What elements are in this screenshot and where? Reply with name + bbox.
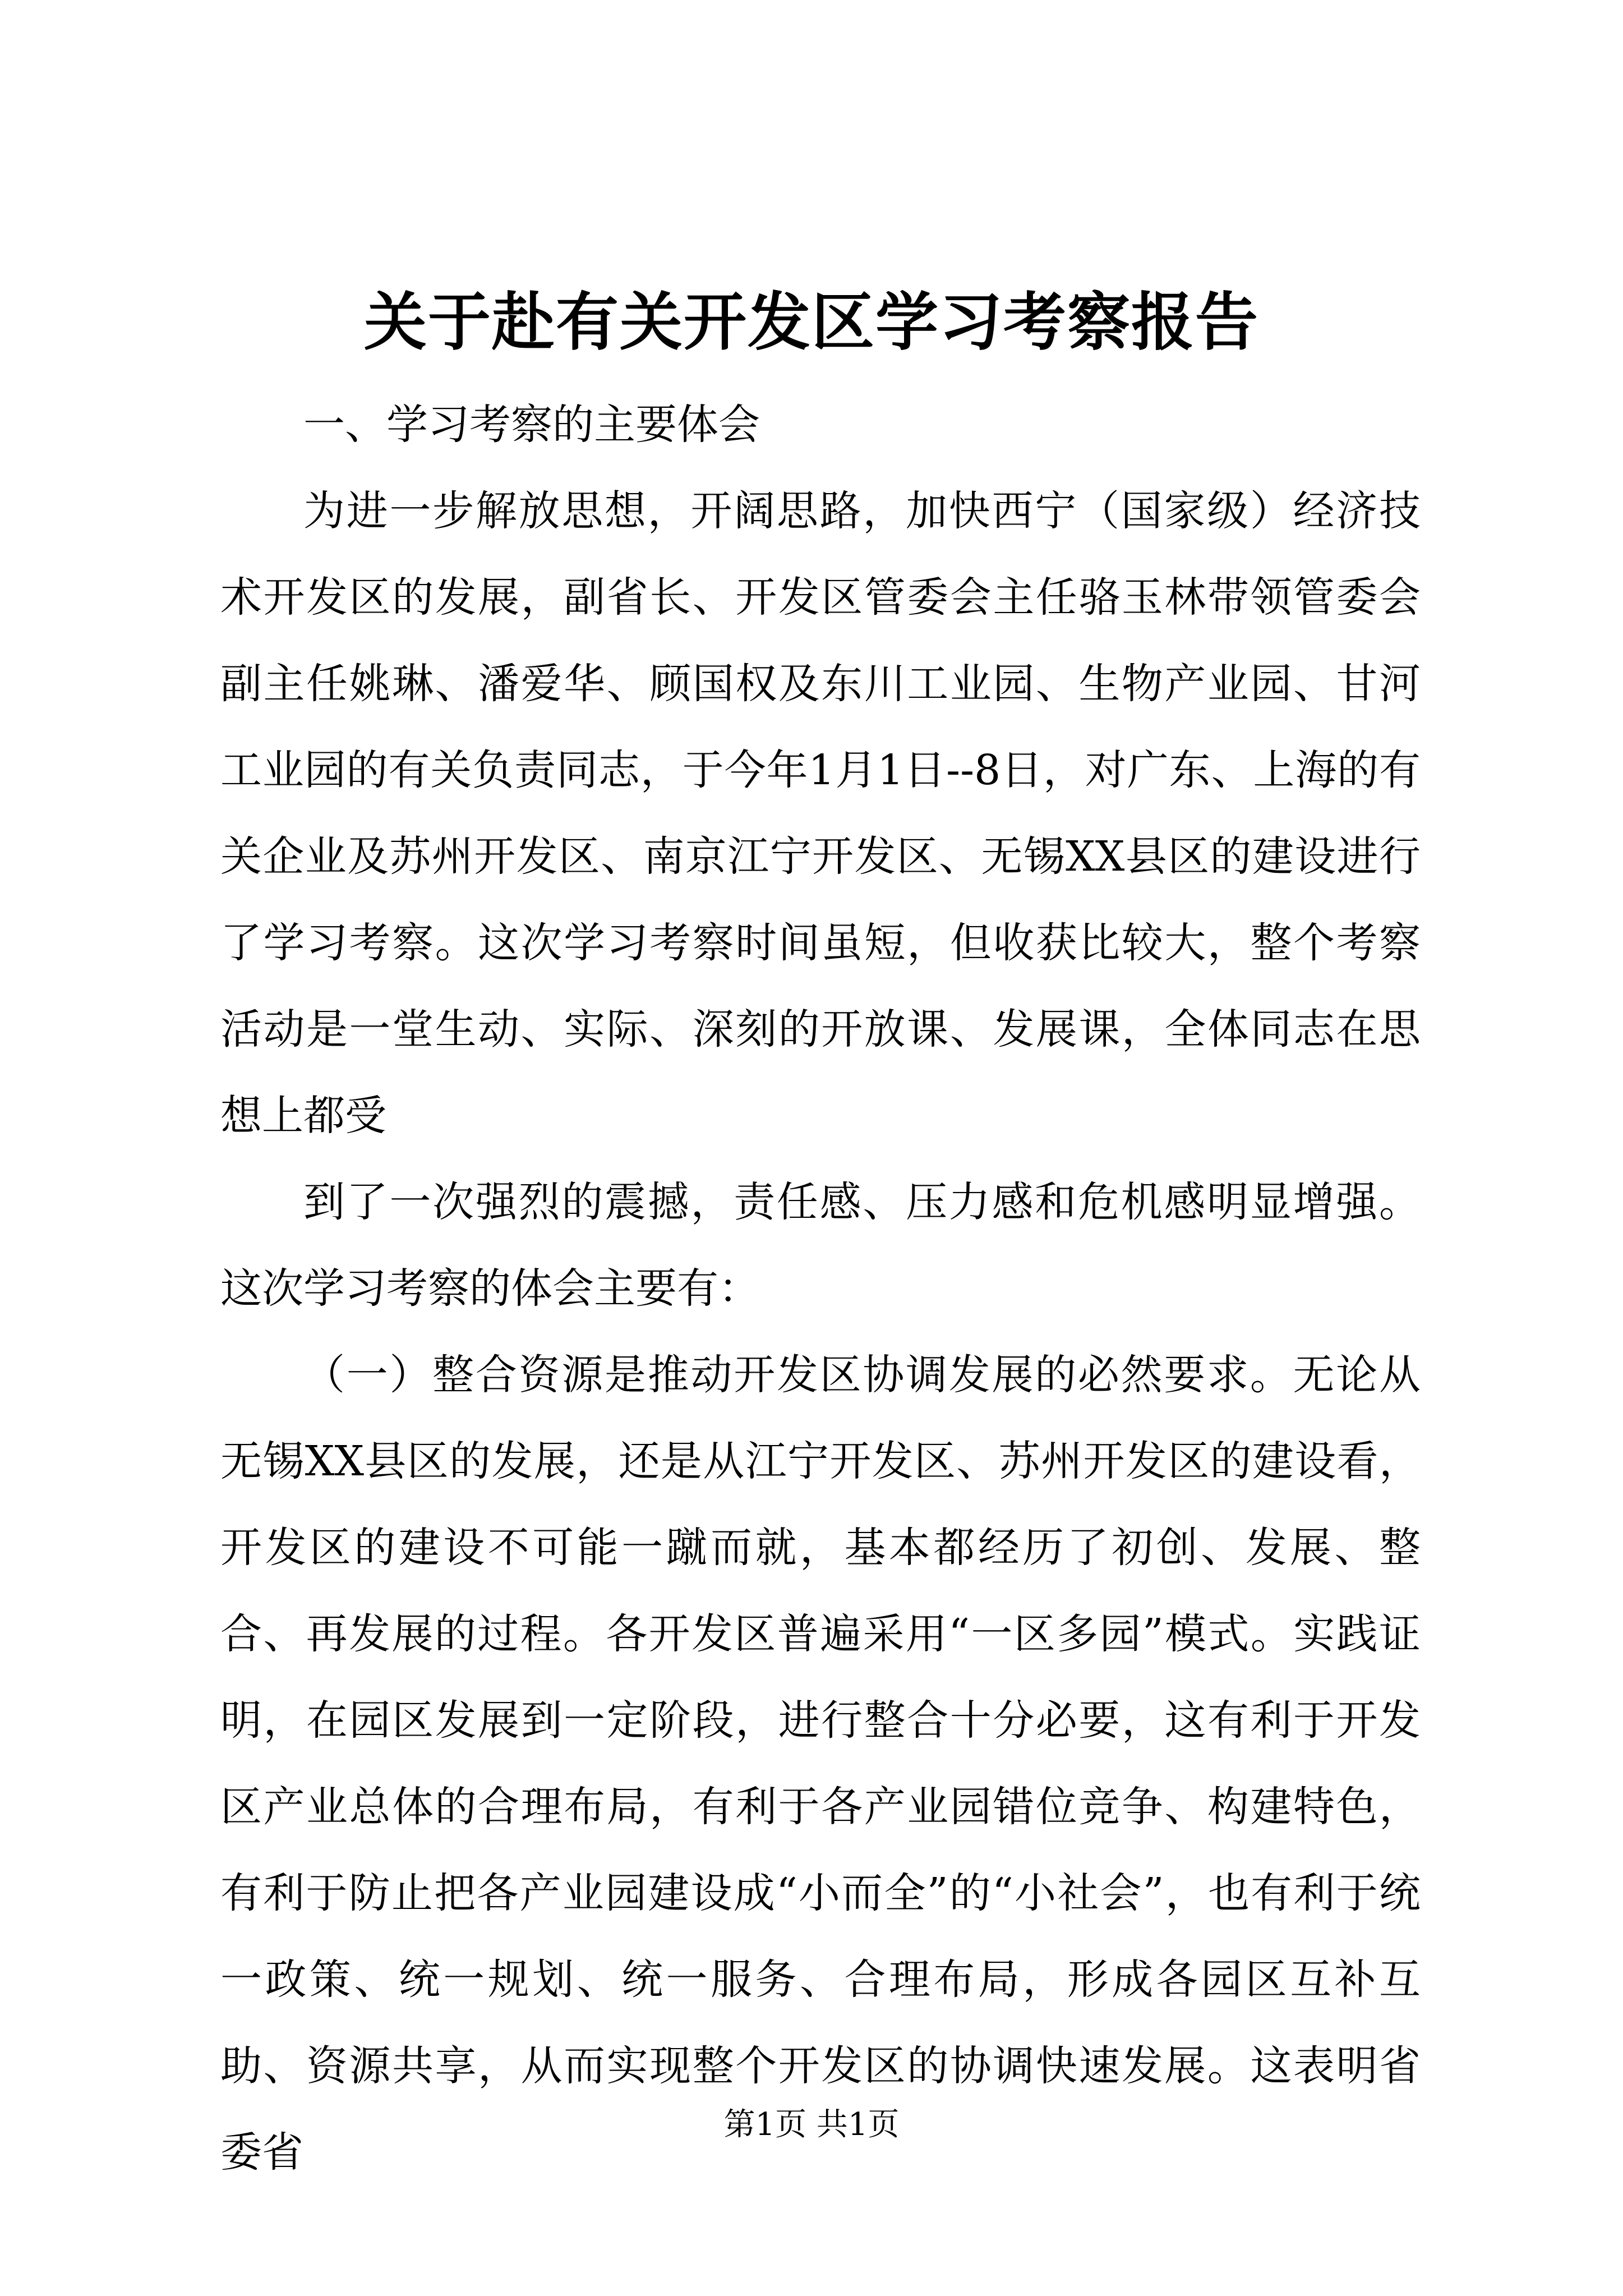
body-paragraph: （一）整合资源是推动开发区协调发展的必然要求。无论从无锡XX县区的发展，还是从江宁开发区、苏州开发区的建设看，开发区的建设不可能一蹴而就，基本都经历了初创、发展、整合、再发展的过程。各开发区普遍采用“一区多园”模式。实践证明，在园区发展到一定阶段，进行整合十分必要，这有利于开发区产业总体的合理布局，有利于各产业园错位竞争、构建特色，有利于防止把各产业园建设成“小而全”的“小社会”，也有利于统一政策、统一规划、统一服务、合理布局，形成各园区互补互助、资源共享，从而实现整个开发区的协调快速发展。这表明省委省	[220, 1351, 1421, 2177]
section-heading: 一、学习考察的主要体会	[303, 401, 760, 449]
document-title: 关于赴有关开发区学习考察报告	[364, 286, 1259, 359]
page-footer: 第1页 共1页	[723, 2106, 900, 2143]
body-paragraph: 到了一次强烈的震撼，责任感、压力感和危机感明显增强。这次学习考察的体会主要有：	[220, 1178, 1421, 1313]
body-paragraph: 为进一步解放思想，开阔思路，加快西宁（国家级）经济技术开发区的发展，副省长、开发区管委会主任骆玉林带领管委会副主任姚琳、潘爱华、顾国权及东川工业园、生物产业园、甘河工业园的有关负责同志，于今年1月1日--8日，对广东、上海的有关企业及苏州开发区、南京江宁开发区、无锡XX县区的建设进行了学习考察。这次学习考察时间虽短，但收获比较大，整个考察活动是一堂生动、实际、深刻的开放课、发展课，全体同志在思想上都受	[220, 487, 1421, 1140]
document-body	[220, 381, 1421, 2196]
